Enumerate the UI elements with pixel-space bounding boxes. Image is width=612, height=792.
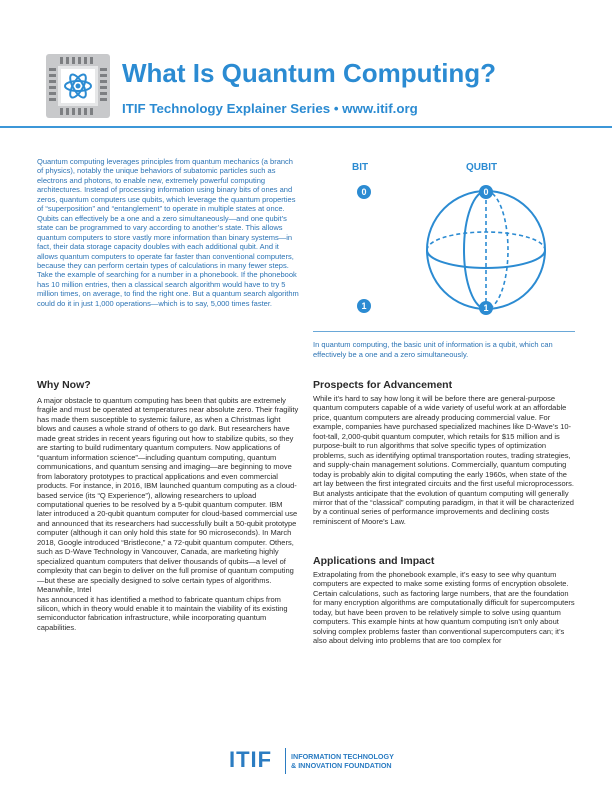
bit-one-badge: 1 bbox=[357, 299, 371, 313]
header-divider bbox=[0, 126, 612, 128]
figure-divider bbox=[313, 331, 575, 332]
qubit-zero-badge: 0 bbox=[479, 185, 493, 199]
page-subtitle: ITIF Technology Explainer Series • www.itif.org bbox=[122, 101, 418, 116]
bloch-sphere-diagram bbox=[412, 184, 562, 320]
intro-paragraph bbox=[37, 157, 299, 308]
intro-text: Quantum computing leverages principles from quantum mechanics (a branch of physics), notably the unique behaviors of subatomic particles such as electrons and photons, to enable new, extremely powerful computing architectures. Instead of processing information using binary bits of ones and zeros, quantum computers use qubits, which leverage the quantum properties of “superposition” and “entanglement” to operate in multiple states at once. Qubits can effectively be a one and a zero simultaneously—and one qubit’s state can be programmed to vary according to another’s state. This allows quantum computers to store vastly more information than binary systems—in fact, their data storage capacity doubles with each additional qubit. And it allows quantum computers to operate far faster than conventional computers, because they can perform certain types of calculations in many fewer steps. Take the example of searching for a number in a phonebook. If the phonebook has 10 million entries, then a classical search algorithm would have to try 5 million times, on average, to find the right one. But a quantum search algorithm could do it in just 1,000 operations—which is to say, 5,000 times faster. bbox=[37, 157, 299, 308]
footer-org-name bbox=[291, 752, 394, 770]
footer-logo-divider bbox=[285, 748, 286, 774]
bit-zero-badge: 0 bbox=[357, 185, 371, 199]
why-now-paragraph-1: A major obstacle to quantum computing has been that qubits are extremely fragile and must be operated at temperatures near absolute zero. Their fragility has made them susceptible to systemic failure, as when a Christmas light blows and causes a whole strand of others to go dark. But researchers have made great strides in recent years figuring out how to stabilize qubits, so they are starting to build rudimentary quantum computers. Now applications of “quantum information science”—including quantum computing, quantum communications, and quantum sensing and imaging—are beginning to move from laboratory prototypes to practical applications and even commercial products. For instance, in 2016, IBM launched quantum computing as a cloud-based service (its “Q Experience”), allowing researchers to upload computational queries to be resolved by a 5-qubit quantum computer. IBM later introduced a 20-qubit quantum computer for cloud-based commercial use and announced that its researchers had successfully built a 50-qubit prototype computer (although it can only hold this state for 90 microseconds). In March 2018, Google introduced “Bristlecone,” a 72-qubit quantum computer. Others, such as D-Wave Technology in Vancouver, Canada, are marketing highly specialized quantum computers that deliver thousands of qubits—a level of complexity that can begin to deliver on the full promise of quantum computing—but these are specially designed to solve certain types of algorithms. Meanwhile, Intel bbox=[37, 396, 299, 595]
qubit-label: QUBIT bbox=[466, 162, 498, 173]
footer-org-line-1: INFORMATION TECHNOLOGY bbox=[291, 752, 394, 761]
qubit-one-badge: 1 bbox=[479, 301, 493, 315]
why-now-paragraph-2: has announced it has identified a method to fabricate quantum chips from silicon, which in theory would enable it to maintain the viability of its existing semiconductor fabrication infrastructure, while incorporating quantum capabilities. bbox=[37, 594, 288, 632]
applications-heading: Applications and Impact bbox=[313, 555, 435, 567]
footer-org-line-2: & INNOVATION FOUNDATION bbox=[291, 761, 392, 770]
itif-logo: ITIF bbox=[229, 747, 273, 772]
applications-paragraph: Extrapolating from the phonebook example, it’s easy to see why quantum computers are expected to make some existing forms of encryption obsolete. Certain calculations, such as factoring large numbers, that are the foundation for many encryption algorithms are computationally difficult for supercomputers today, but have been proven to be relatively simple to solve using quantum computers. This example hints at how quantum computing isn’t only about solving complex problems faster than conventional supercomputers can; it’s also about delving into problems that are too complex for bbox=[313, 570, 575, 646]
prospects-heading: Prospects for Advancement bbox=[313, 379, 453, 391]
why-now-heading: Why Now? bbox=[37, 379, 91, 391]
prospects-paragraph: While it’s hard to say how long it will be before there are general-purpose quantum computers capable of a wide variety of useful work at an affordable price, quantum computers are already producing commercial value. For example, companies have purchased specialized machines like D-Wave’s 10-foot-tall, 2,000-qubit quantum computer, which retails for $15 million and is purpose-built to run algorithms that solve specific types of optimization problems, such as identifying optimal transportation routes, trading strategies, and supply-chain management solutions. Commercially, quantum computing today is probably akin to digital computing the early 1960s, when state of the art lay between the first integrated circuits and the first useful microprocessors. But analysts anticipate that the evolution of quantum computing will generally mirror that of the “classical” computing paradigm, in that it will be characterized by a continual series of performance improvements and declining costs reminiscent of Moore’s Law. bbox=[313, 394, 574, 526]
qubit-sphere bbox=[412, 184, 562, 320]
bit-label: BIT bbox=[352, 162, 369, 173]
figure-caption: In quantum computing, the basic unit of information is a qubit, which can effectively be a one and a zero simultaneously. bbox=[313, 340, 553, 359]
header-icon bbox=[46, 54, 110, 118]
why-now-section bbox=[37, 396, 299, 632]
atom-chip-icon bbox=[46, 54, 110, 118]
page-title: What Is Quantum Computing? bbox=[122, 58, 497, 88]
